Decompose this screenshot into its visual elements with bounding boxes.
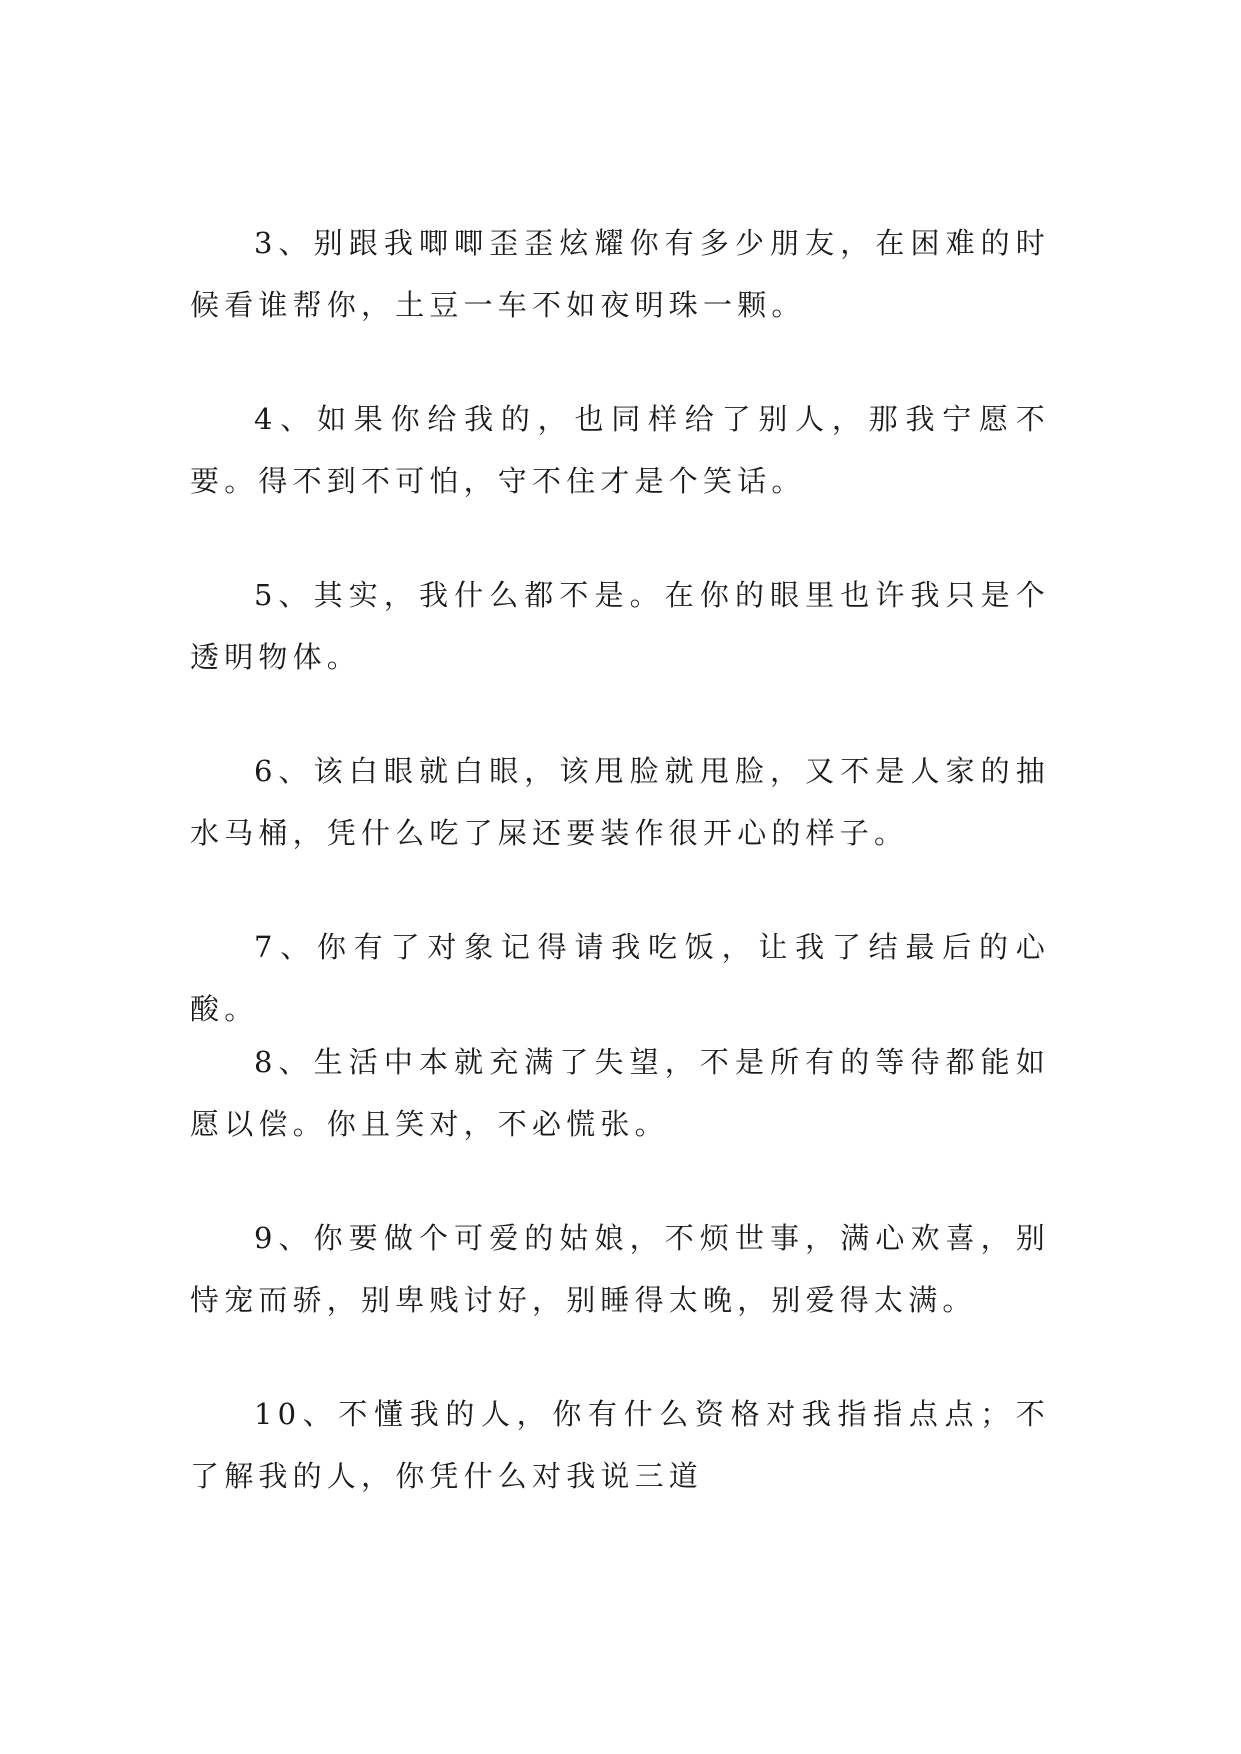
paragraph-4: 4、如果你给我的，也同样给了别人，那我宁愿不要。得不到不可怕，守不住才是个笑话。 <box>190 402 1050 498</box>
paragraph-6: 6、该白眼就白眼，该甩脸就甩脸，又不是人家的抽水马桶，凭什么吃了屎还要装作很开心的样子。 <box>190 754 1050 850</box>
paragraph-3: 3、别跟我唧唧歪歪炫耀你有多少朋友，在困难的时候看谁帮你，土豆一车不如夜明珠一颗。 <box>190 226 1050 322</box>
paragraph-9: 9、你要做个可爱的姑娘，不烦世事，满心欢喜，别恃宠而骄，别卑贱讨好，别睡得太晚，别爱得太满。 <box>190 1221 1050 1317</box>
paragraph-7: 7、你有了对象记得请我吃饭，让我了结最后的心酸。 <box>190 930 1050 1026</box>
paragraph-8: 8、生活中本就充满了失望，不是所有的等待都能如愿以偿。你且笑对，不必慌张。 <box>190 1045 1050 1141</box>
paragraph-5: 5、其实，我什么都不是。在你的眼里也许我只是个透明物体。 <box>190 578 1050 674</box>
paragraph-10: 10、不懂我的人，你有什么资格对我指指点点；不了解我的人，你凭什么对我说三道 <box>190 1397 1050 1493</box>
